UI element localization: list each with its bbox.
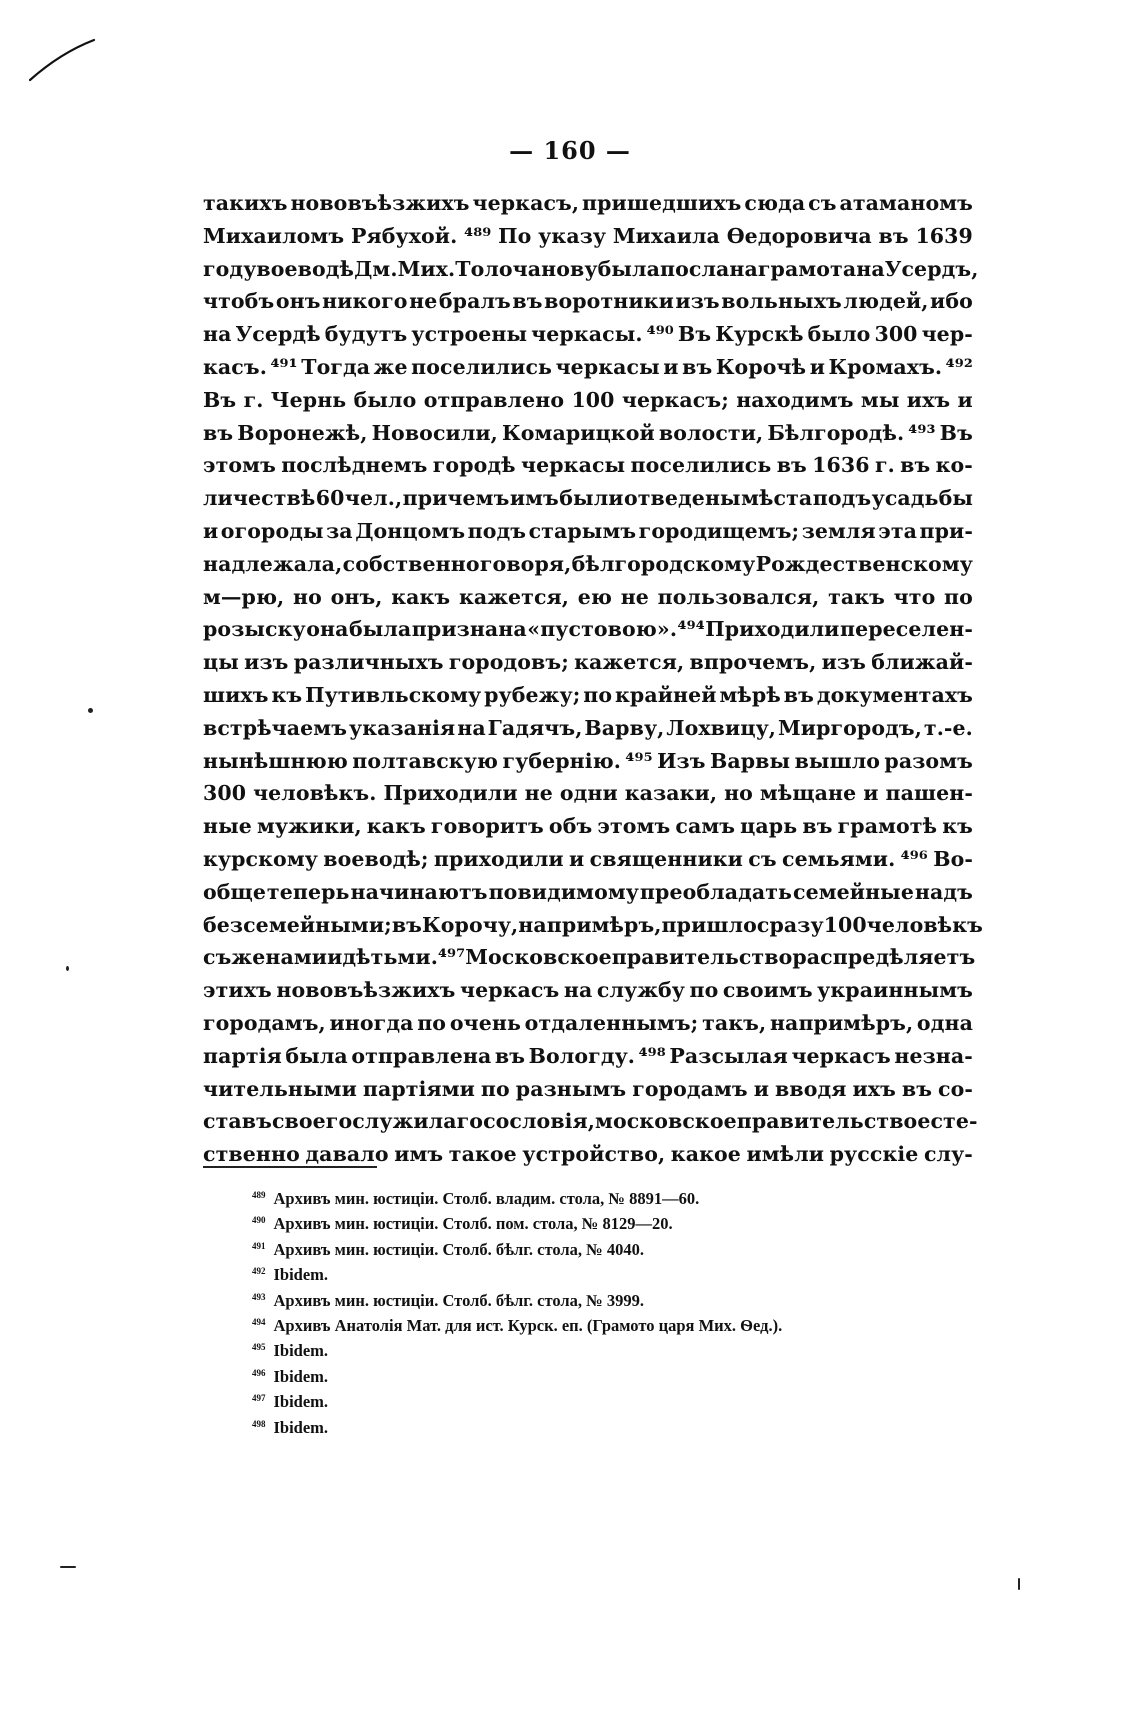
- footnote-text: Архивъ мин. юстиціи. Столб. бѣлг. стола, № 3999.: [273, 1290, 644, 1310]
- footnotes-list: [252, 1183, 992, 1437]
- text-line: обще теперь начинаютъ повидимому преобладать семейные надъ: [203, 879, 973, 904]
- text-line: этомъ послѣднемъ городѣ черкасы поселились въ 1636 г. въ ко-: [203, 453, 973, 478]
- footnote-text: Ibidem.: [273, 1341, 329, 1361]
- text-line: м—рю, но онъ, какъ кажется, ею не пользовался, такъ что по: [203, 584, 973, 609]
- footnote-number: 497: [252, 1393, 266, 1404]
- footnote-number: 491: [252, 1240, 266, 1251]
- text-line: съ женами и дѣтьми. ⁴⁹⁷ Московское правительство распредѣляетъ: [203, 945, 976, 970]
- text-line: безсемейными; въ Корочу, напримѣръ, пришло сразу 100 человѣкъ: [203, 912, 983, 937]
- text-line: городамъ, иногда по очень отдаленнымъ; такъ, напримѣръ, одна: [203, 1010, 973, 1035]
- text-line: ные мужики, какъ говоритъ объ этомъ самъ царь въ грамотѣ къ: [203, 814, 973, 839]
- footnote-text: Архивъ мин. юстиціи. Столб. владим. стола, № 8891—60.: [273, 1189, 700, 1208]
- page-number: — 160 —: [509, 136, 631, 165]
- text-line: ставъ своего служилаго сословія, московское правительство есте-: [203, 1109, 978, 1134]
- footnote-number: 495: [252, 1342, 266, 1353]
- footnote-number: 493: [252, 1291, 266, 1302]
- text-line: году воеводѣ Дм. Мих. Толочанову была послана грамота на Усердъ,: [203, 256, 979, 281]
- footnote-text: Ibidem.: [273, 1417, 329, 1437]
- text-line: 300 человѣкъ. Приходили не одни казаки, но мѣщане и пашен-: [203, 781, 973, 806]
- footnote-separator: [203, 1166, 377, 1168]
- margin-speck: [1018, 1578, 1020, 1590]
- footnote: [252, 1310, 992, 1335]
- footnote: [252, 1412, 992, 1437]
- footnote-number: 494: [252, 1316, 266, 1327]
- body-text: [203, 187, 983, 1171]
- text-line: этихъ нововъѣзжихъ черкасъ на службу по своимъ украиннымъ: [203, 978, 973, 1003]
- text-line: нынѣшнюю полтавскую губернію. ⁴⁹⁵ Изъ Варвы вышло разомъ: [203, 748, 973, 773]
- text-line: надлежала, собственно говоря, бѣлгородскому Рождественскому: [203, 551, 973, 576]
- text-line: на Усердѣ будутъ устроены черкасы. ⁴⁹⁰ Въ Курскѣ было 300 чер-: [203, 322, 973, 347]
- footnote-text: Ibidem.: [273, 1366, 329, 1386]
- text-line: курскому воеводѣ; приходили и священники съ семьями. ⁴⁹⁶ Во-: [203, 846, 973, 871]
- text-line: шихъ къ Путивльскому рубежу; по крайней мѣрѣ въ документахъ: [203, 682, 973, 707]
- footnote-number: 496: [252, 1367, 266, 1378]
- footnote-number: 492: [252, 1266, 266, 1277]
- text-line: Михаиломъ Рябухой. ⁴⁸⁹ По указу Михаила Ѳедоровича въ 1639: [203, 223, 973, 248]
- footnote: [252, 1386, 992, 1411]
- text-line: личествѣ 60 чел., причемъ имъ были отведены мѣста подъ усадьбы: [203, 486, 973, 511]
- footnote-text: Ibidem.: [273, 1265, 329, 1285]
- text-line: такихъ нововъѣзжихъ черкасъ, пришедшихъ сюда съ атаманомъ: [203, 191, 973, 215]
- footnote-number: 489: [252, 1190, 266, 1200]
- footnote: [252, 1285, 992, 1310]
- margin-speck: [60, 1566, 76, 1568]
- margin-speck: [66, 966, 69, 971]
- footnote: [252, 1335, 992, 1360]
- text-line: встрѣчаемъ указанія на Гадячъ, Варву, Лохвицу, Миргородъ, т.-е.: [203, 715, 973, 740]
- text-line: ственно давало имъ такое устройство, какое имѣли русскіе слу-: [203, 1142, 973, 1167]
- footnote: [252, 1361, 992, 1386]
- text-line: розыску она была признана «пустовою». ⁴⁹⁴ Приходили переселен-: [203, 617, 973, 642]
- text-line: и огороды за Донцомъ подъ старымъ городищемъ; земля эта при-: [203, 518, 973, 543]
- text-line: въ Воронежѣ, Новосили, Комарицкой волости, Бѣлгородѣ. ⁴⁹³ Въ: [203, 420, 973, 445]
- footnote: [252, 1234, 992, 1259]
- footnote-text: Архивъ мин. юстиціи. Столб. пом. стола, № 8129—20.: [273, 1214, 673, 1234]
- text-line: Въ г. Чернь было отправлено 100 черкасъ; находимъ мы ихъ и: [203, 387, 973, 412]
- footnote-text: Ibidem.: [273, 1392, 329, 1412]
- footnote-number: 490: [252, 1215, 266, 1226]
- pen-stroke-mark: [28, 36, 98, 84]
- text-line: чительными партіями по разнымъ городамъ и вводя ихъ въ со-: [203, 1076, 973, 1101]
- footnote: [252, 1259, 992, 1284]
- text-line: цы изъ различныхъ городовъ; кажется, впрочемъ, изъ ближай-: [203, 650, 973, 675]
- text-line: чтобъ онъ никого не бралъ въ воротники изъ вольныхъ людей, ибо: [203, 289, 973, 314]
- footnote: [252, 1183, 992, 1208]
- footnote-text: Архивъ мин. юстиціи. Столб. бѣлг. стола, № 4040.: [273, 1239, 644, 1259]
- footnote-text: Архивъ Анатолія Мат. для ист. Курск. еп. (Грамото царя Мих. Ѳед.).: [273, 1315, 783, 1335]
- footnote: [252, 1208, 992, 1233]
- margin-speck: [88, 708, 93, 713]
- text-line: партія была отправлена въ Вологду. ⁴⁹⁸ Разсылая черкасъ незна-: [203, 1043, 973, 1068]
- footnote-number: 498: [252, 1418, 266, 1429]
- text-line: касъ. ⁴⁹¹ Тогда же поселились черкасы и въ Корочѣ и Кромахъ. ⁴⁹²: [203, 354, 973, 379]
